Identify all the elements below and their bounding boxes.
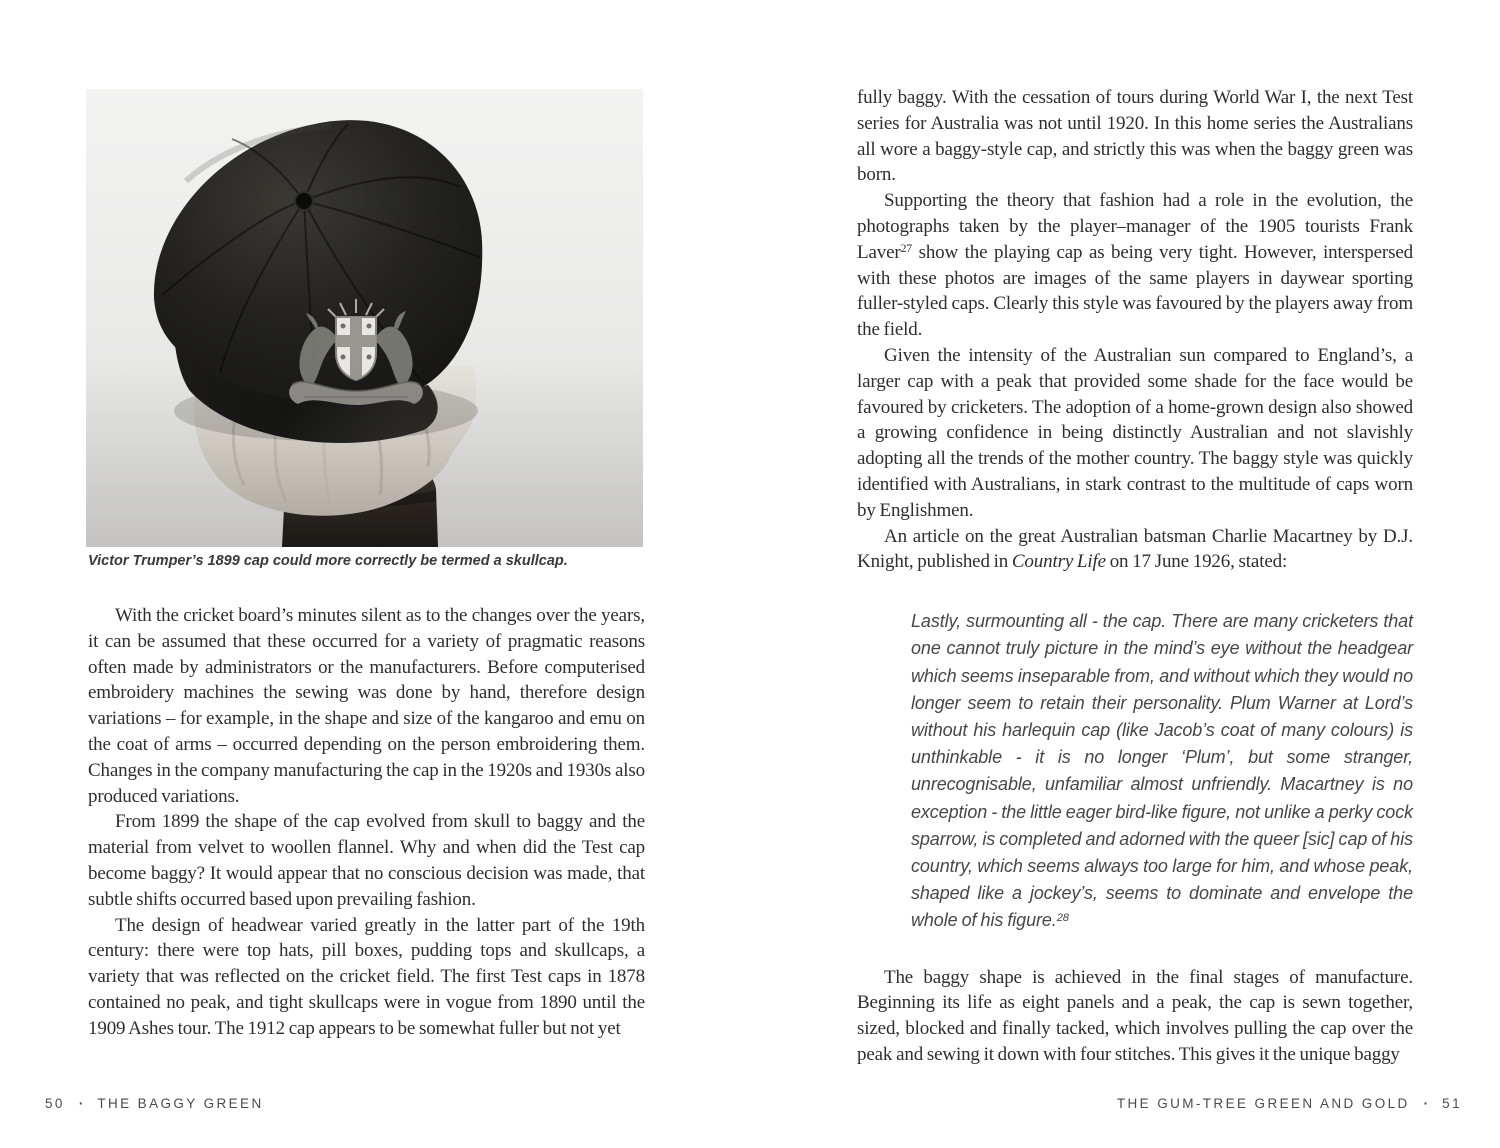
cap-photo	[86, 89, 643, 547]
left-text-column	[88, 603, 645, 1042]
quote-paragraph: Lastly, surmounting all - the cap. There are many cricketers that one cannot truly picture in the mind’s eye without the headgear which seems inseparable from, and without which they would no longer seem to retain their personality. Plum Warner at Lord’s without his harlequin cap (like Jacob’s coat of many colours) is unthinkable - it is no longer ‘Plum’, but some stranger, unrecognisable, unfamiliar almost unfriendly. Macartney is no exception - the little eager bird-like figure, not unlike a perky cock sparrow, is completed and adorned with the queer [sic] cap of his country, which seems always too large for him, and whose peak, shaped like a jockey’s, seems to dominate and envelope the whole of his figure.$^{28}$	[911, 611, 1413, 931]
photo-caption: Victor Trumper’s 1899 cap could more correctly be termed a skullcap.	[88, 553, 568, 569]
right-paragraphs-before-quote	[857, 85, 1413, 575]
footer-separator-icon: ·	[78, 1096, 84, 1111]
footer-separator-icon: ·	[1423, 1096, 1429, 1111]
paragraph: The baggy shape is achieved in the final stages of manufacture. Beginning its life as eight panels and a peak, the cap is sewn together, sized, blocked and finally tacked, which involves pulling the cap over the peak and sewing it down with four stitches. This gives it the unique baggy	[857, 966, 1413, 1065]
page-number: 51	[1442, 1096, 1462, 1111]
page-number: 50	[45, 1096, 65, 1111]
paragraph: Given the intensity of the Australian sun compared to England’s, a larger cap with a peak that provided some shade for the face would be favoured by cricketers. The adoption of a home-grown design also showed a growing confidence in being distinctly Australian and not slavishly adopting all the trends of the mother country. The baggy style was quickly identified with Australians, in stark contrast to the multitude of caps worn by Englishmen.	[857, 344, 1413, 521]
paragraph: From 1899 the shape of the cap evolved from skull to baggy and the material from velvet to woollen flannel. Why and when did the Test cap become baggy? It would appear that no conscious decision was made, that subtle shifts occurred based upon prevailing fashion.	[88, 811, 645, 910]
right-paragraphs-after-quote	[857, 965, 1413, 1068]
block-quote	[911, 608, 1413, 934]
paragraph: Supporting the theory that fashion had a role in the evolution, the photographs taken by the player–manager of the 1905 tourists Frank Laver$^{27}$ show the playing cap as being very tight. However, interspersed with these photos are images of the same players in daywear sporting fuller-styled caps. Clearly this style was favoured by the players away from the field.	[857, 190, 1413, 341]
paragraph: With the cricket board’s minutes silent as to the changes over the years, it can be assumed that these occurred for a variety of pragmatic reasons often made by administrators or the manufacturers. Before computerised embroidery machines the sewing was done by hand, therefore design variations – for example, in the shape and size of the kangaroo and emu on the coat of arms – occurred depending on the person embroidering them. Changes in the company manufacturing the cap in the 1920s and 1930s also produced variations.	[88, 605, 645, 807]
left-footer	[45, 1096, 264, 1111]
running-title: THE GUM-TREE GREEN AND GOLD	[1116, 1096, 1410, 1111]
cap-photo-image	[86, 89, 643, 547]
paragraph: fully baggy. With the cessation of tours during World War I, the next Test series for Australia was not until 1920. In this home series the Australians all wore a baggy-style cap, and strictly this was when the baggy green was born.	[857, 87, 1413, 186]
right-footer	[1117, 1096, 1462, 1111]
running-title: THE BAGGY GREEN	[97, 1096, 264, 1111]
paragraph: The design of headwear varied greatly in the latter part of the 19th century: there were top hats, pill boxes, pudding tops and skullcaps, a variety that was reflected on the cricket field. The first Test caps in 1878 contained no peak, and tight skullcaps were in vogue from 1890 until the 1909 Ashes tour. The 1912 cap appears to be somewhat fuller but not yet	[88, 914, 645, 1039]
paragraph: An article on the great Australian batsman Charlie Macartney by D.J. Knight, published in Country Life on 17 June 1926, stated:	[857, 525, 1413, 573]
right-text-column	[857, 85, 1413, 1068]
photo-vignette	[86, 89, 643, 547]
